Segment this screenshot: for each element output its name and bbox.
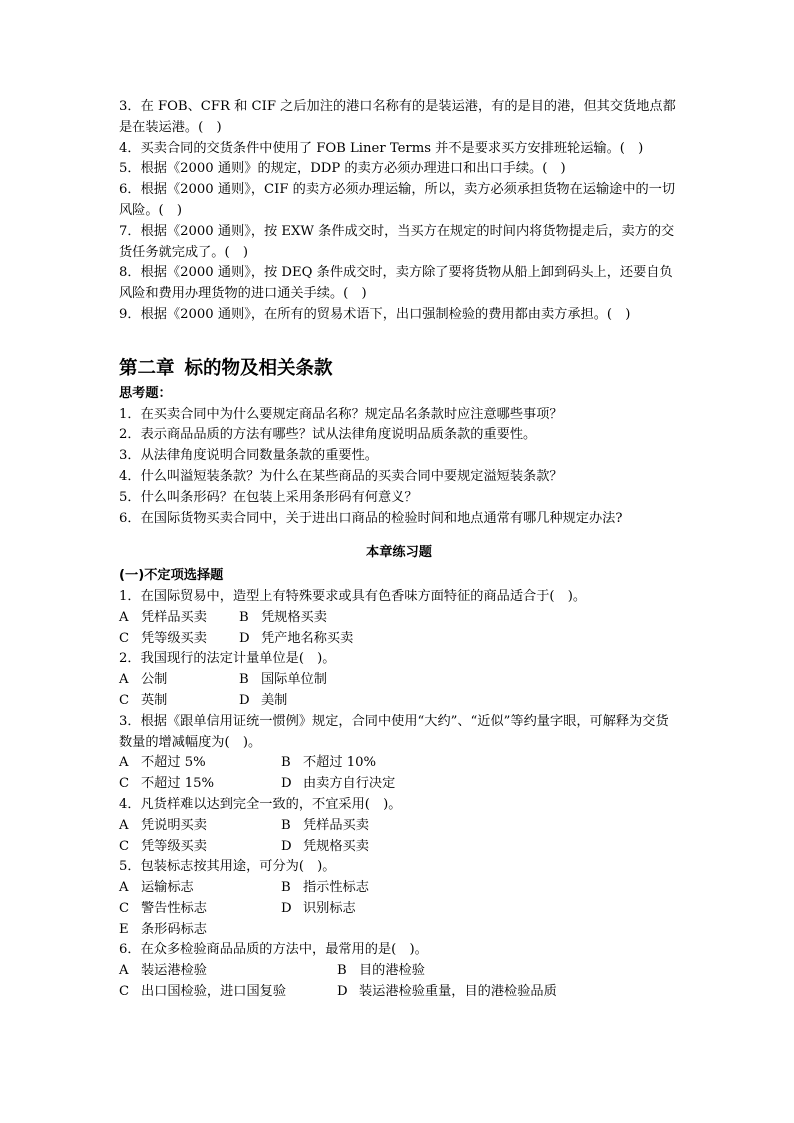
option-a: A 凭说明买卖 <box>119 817 207 833</box>
option-c: C 凭等级买卖 <box>119 630 207 646</box>
thinking-questions <box>119 384 679 530</box>
list-item: 3．从法律角度说明合同数量条款的重要性。 <box>119 448 378 464</box>
option-d: D 凭规格买卖 <box>281 838 369 854</box>
option-a: A 运输标志 <box>119 880 194 896</box>
options-row <box>119 753 679 774</box>
option-d: D 装运港检验重量，目的港检验品质 <box>337 984 557 1000</box>
list-item: 2．表示商品品质的方法有哪些？试从法律角度说明品质条款的重要性。 <box>119 427 537 443</box>
question-stem: 2．我国现行的法定计量单位是( )。 <box>119 651 336 667</box>
option-b: B 凭规格买卖 <box>239 609 327 625</box>
list-item: 5．根据《2000 通则》的规定，DDP 的卖方必须办理进口和出口手续。( ) <box>119 161 566 177</box>
option-a: A 公制 <box>119 672 168 688</box>
option-c: C 不超过 15% <box>119 776 215 792</box>
options-row <box>119 670 679 691</box>
list-item: 4．买卖合同的交货条件中使用了 FOB Liner Terms 并不是要求买方安排班轮运输。( ) <box>119 140 644 156</box>
option-b: B 目的港检验 <box>337 963 425 979</box>
options-row <box>119 774 679 795</box>
question-stem: 5．包装标志按其用途，可分为( )。 <box>119 859 336 875</box>
option-c: C 凭等级买卖 <box>119 838 207 854</box>
option-c: C 出口国检验，进口国复验 <box>119 984 287 1000</box>
options-row <box>119 961 679 982</box>
option-a: A 不超过 5% <box>119 755 206 771</box>
exercises-subsection: (一)不定项选择题 <box>119 568 224 584</box>
options-row <box>119 691 679 712</box>
previous-section-items <box>119 97 679 326</box>
option-d: D 凭产地名称买卖 <box>239 630 354 646</box>
list-item: 7．根据《2000 通则》，按 EXW 条件成交时，当买方在规定的时间内将货物提走后，卖方的交货任务就完成了。( ) <box>119 223 675 260</box>
options-row <box>119 899 679 920</box>
option-a: A 凭样品买卖 <box>119 609 207 625</box>
option-e: E 条形码标志 <box>119 921 207 937</box>
options-row <box>119 629 679 650</box>
thinking-heading: 思考题： <box>119 385 172 401</box>
option-b: B 凭样品买卖 <box>281 817 369 833</box>
option-d: D 由卖方自行决定 <box>281 776 396 792</box>
option-c: C 警告性标志 <box>119 900 207 916</box>
option-b: B 国际单位制 <box>239 672 327 688</box>
question-stem: 1．在国际贸易中，造型上有特殊要求或具有色香味方面特征的商品适合于( )。 <box>119 588 587 604</box>
chapter-heading <box>119 354 679 384</box>
document-page <box>119 97 679 1003</box>
question-stem: 4．凡货样难以达到完全一致的，不宜采用( )。 <box>119 796 402 812</box>
list-item: 9．根据《2000 通则》，在所有的贸易术语下，出口强制检验的费用都由卖方承担。( ) <box>119 306 631 322</box>
list-item: 1．在买卖合同中为什么要规定商品名称？规定品名条款时应注意哪些事项？ <box>119 406 563 422</box>
option-d: D 识别标志 <box>281 900 356 916</box>
list-item: 8．根据《2000 通则》，按 DEQ 条件成交时，卖方除了要将货物从船上卸到码头上，还要自负风险和费用办理货物的进口通关手续。( ) <box>119 265 673 302</box>
list-item: 3．在 FOB、CFR 和 CIF 之后加注的港口名称有的是装运港，有的是目的港，但其交货地点都是在装运港。( ) <box>119 99 676 135</box>
option-c: C 英制 <box>119 692 168 708</box>
list-item: 6．根据《2000 通则》，CIF 的卖方必须办理运输，所以，卖方必须承担货物在运输途中的一切风险。( ) <box>119 182 676 218</box>
options-row <box>119 878 679 899</box>
options-row <box>119 982 679 1003</box>
options-row <box>119 837 679 858</box>
exercises-title: 本章练习题 <box>366 545 432 561</box>
list-item: 5．什么叫条形码？在包装上采用条形码有何意义？ <box>119 489 418 505</box>
options-row <box>119 608 679 629</box>
chapter-title: 标的物及相关条款 <box>184 357 333 379</box>
option-a: A 装运港检验 <box>119 963 207 979</box>
list-item: 6．在国际货物买卖合同中，关于进出口商品的检验时间和地点通常有哪几种规定办法? <box>119 510 623 526</box>
option-b: B 不超过 10% <box>281 755 377 771</box>
question-stem: 6．在众多检验商品品质的方法中，最常用的是( )。 <box>119 942 428 958</box>
chapter-number: 第二章 <box>119 357 175 379</box>
list-item: 4．什么叫溢短装条款？为什么在某些商品的买卖合同中要规定溢短装条款？ <box>119 468 563 484</box>
option-b: B 指示性标志 <box>281 880 369 896</box>
options-row <box>119 816 679 837</box>
question-stem: 3．根据《跟单信用证统一惯例》规定，合同中使用“大约”、“近似”等约量字眼，可解释为交货数量的增减幅度为( )。 <box>119 713 669 750</box>
option-d: D 美制 <box>239 692 288 708</box>
options-row <box>119 920 679 941</box>
